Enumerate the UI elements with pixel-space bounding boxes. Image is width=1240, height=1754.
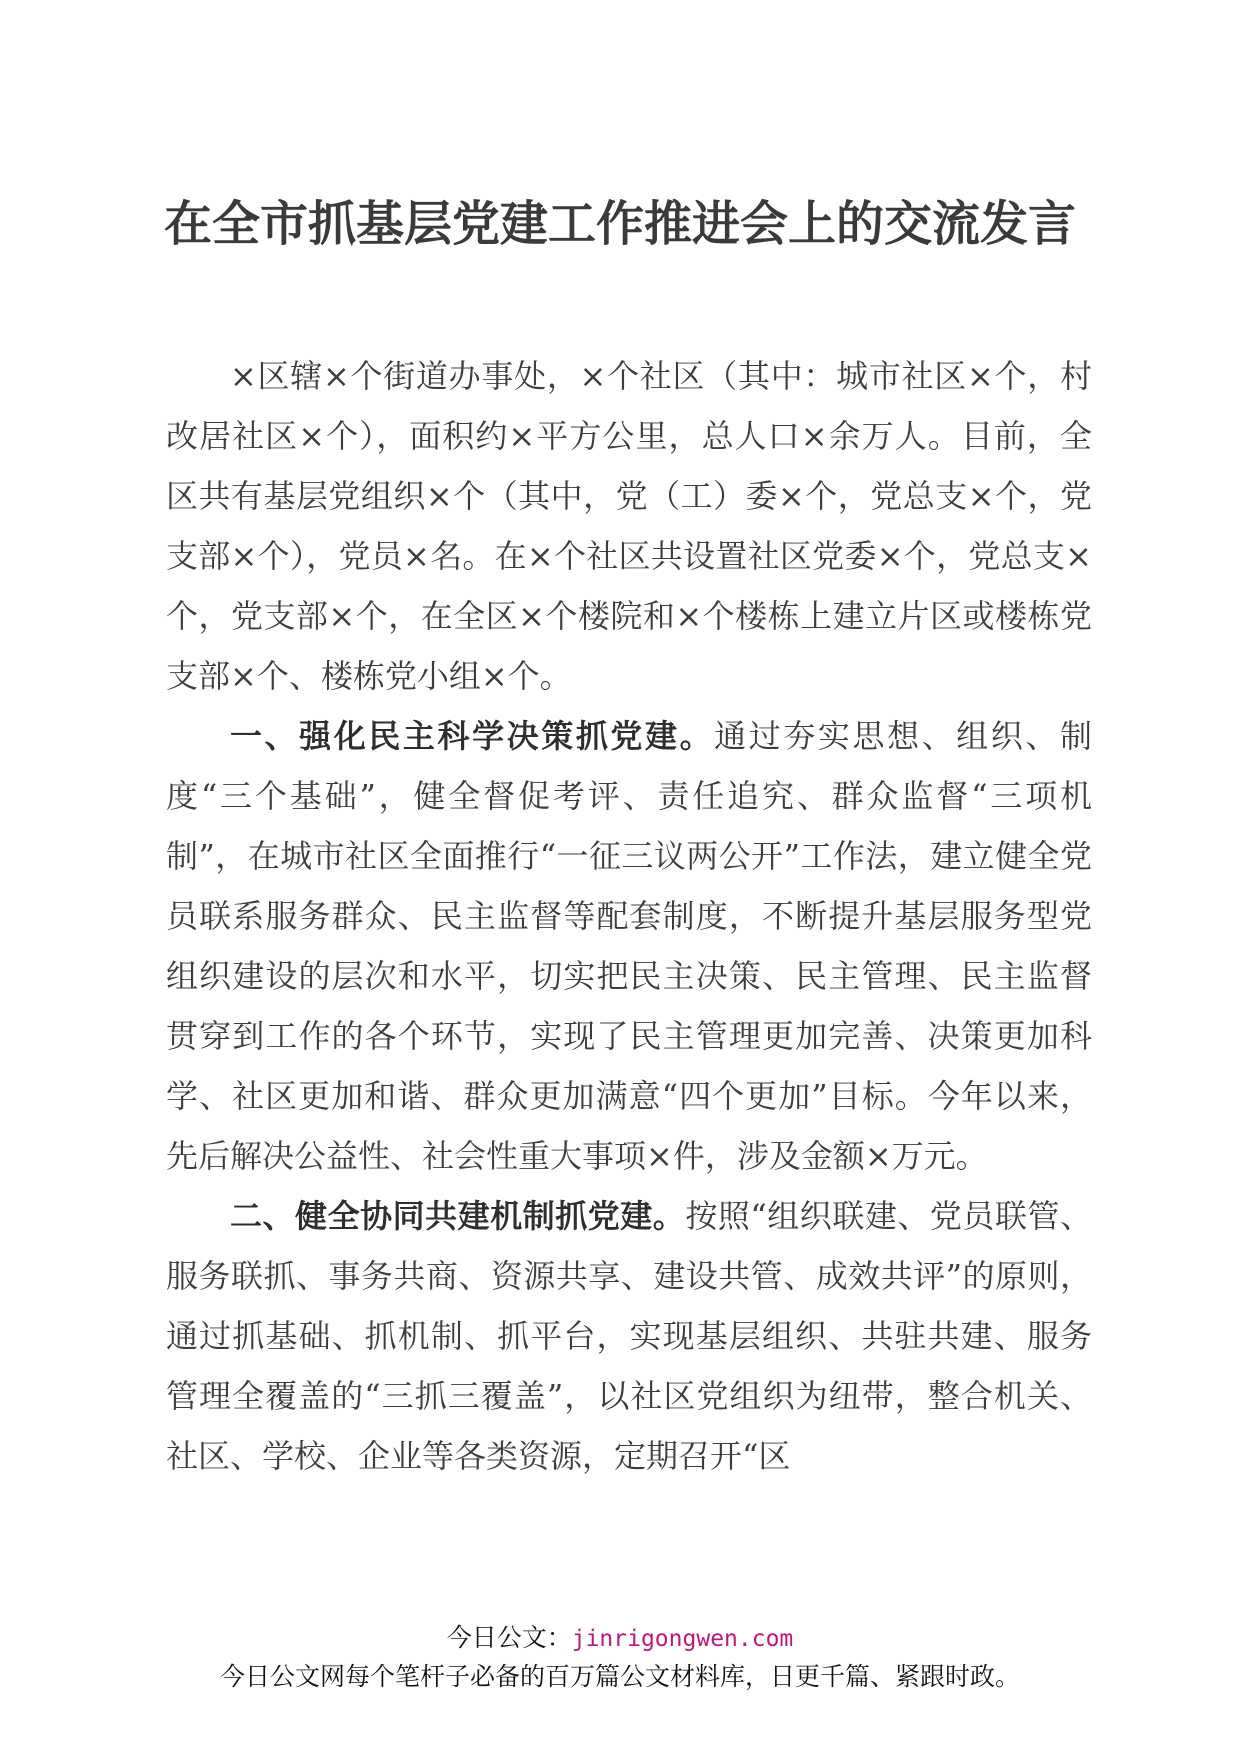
intro-paragraph [166, 346, 1092, 706]
paragraph-text: ×区辖×个街道办事处，×个社区（其中：城市社区×个，村改居社区×个），面积约×平方公里，总人口×余万人。目前，全区共有基层党组织×个（其中，党（工）委×个，党总支×个，党支部×个），党员×名。在×个社区共设置社区党委×个，党总支×个，党支部×个，在全区×个楼院和×个楼栋上建立片区或楼栋党支部×个、楼栋党小组×个。 [166, 357, 1092, 695]
footer [0, 1620, 1240, 1697]
paragraph-text: 按照“组织联建、党员联管、服务联抓、事务共商、资源共享、建设共管、成效共评”的原则，通过抓基础、抓机制、抓平台，实现基层组织、共驻共建、服务管理全覆盖的“三抓三覆盖”，以社区党组织为纽带，整合机关、社区、学校、企业等各类资源，定期召开“区 [166, 1197, 1092, 1475]
section-one-paragraph [166, 706, 1092, 1186]
document-body [166, 346, 1092, 1486]
footer-url-link[interactable]: jinrigongwen.com [571, 1626, 794, 1652]
footer-tagline: 今日公文网每个笔杆子必备的百万篇公文材料库，日更千篇、紧跟时政。 [219, 1662, 1020, 1691]
section-heading: 二、健全协同共建机制抓党建。 [230, 1197, 686, 1235]
section-heading: 一、强化民主科学决策抓党建。 [230, 717, 715, 755]
footer-brand-line [0, 1620, 1240, 1657]
page-title: 在全市抓基层党建工作推进会上的交流发言 [163, 196, 1076, 252]
paragraph-text: 通过夯实思想、组织、制度“三个基础”，健全督促考评、责任追究、群众监督“三项机制”，在城市社区全面推行“一征三议两公开”工作法，建立健全党员联系服务群众、民主监督等配套制度，不断提升基层服务型党组织建设的层次和水平，切实把民主决策、民主管理、民主监督贯穿到工作的各个环节，实现了民主管理更加完善、决策更加科学、社区更加和谐、群众更加满意“四个更加”目标。今年以来，先后解决公益性、社会性重大事项×件，涉及金额×万元。 [166, 717, 1092, 1175]
footer-brand-prefix: 今日公文： [446, 1623, 572, 1652]
section-two-paragraph [166, 1186, 1092, 1486]
